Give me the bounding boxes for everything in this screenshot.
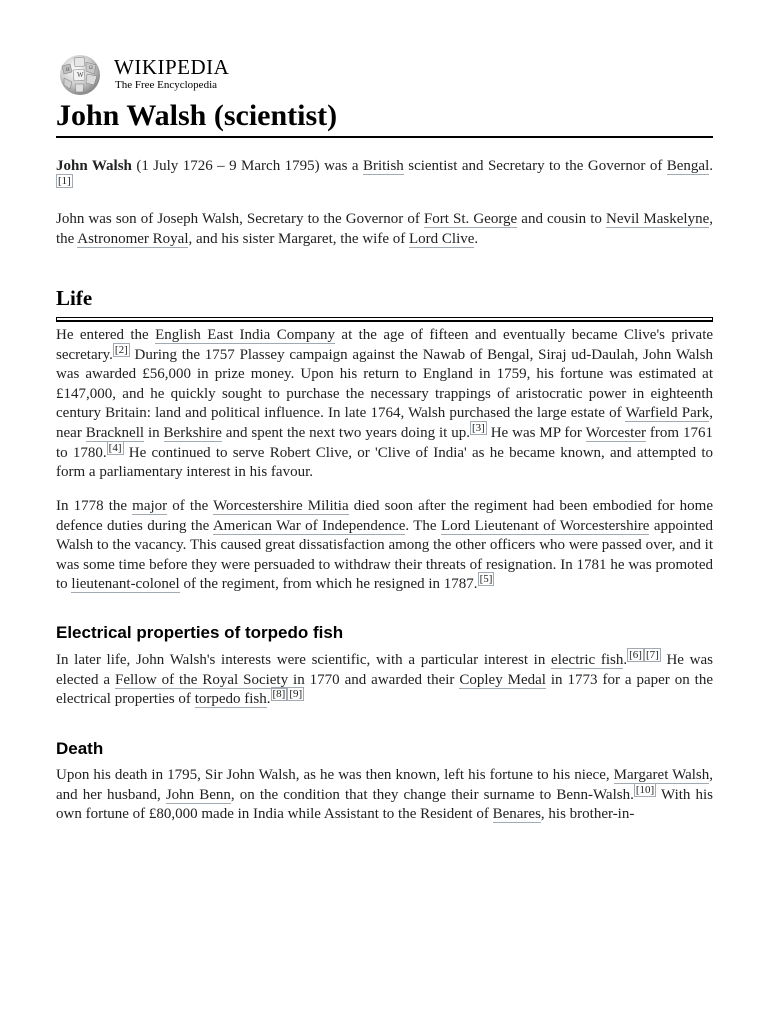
link-fellow-of-the-royal-society[interactable]: Fellow of the Royal Society	[115, 671, 289, 688]
life-paragraph-1: He entered the English East India Company at the age of fifteen and eventually became Clive's private secretary. [2] During the 1757 Plassey campaign against the Nawab of Bengal, Siraj ud-Daulah, John Walsh was awarded £56,000 in prize money. Upon his return to England in 1759, his fortune was estimated at £147,000, and he quickly sought to purchase the necessary trappings of aristocratic power in eighteenth century Britain: land and political influence. In late 1764, Walsh purchased the large estate of Warfield Park, near Bracknell in Berkshire and spent the next two years doing it up. [3] He was MP for Worcester from 1761 to 1780. [4] He continued to serve Robert Clive, or 'Clive of India' as he became known, and attempted to form a parliamentary interest in his favour.	[56, 327, 714, 481]
reference-9[interactable]: [9]	[289, 688, 303, 701]
reference-4[interactable]: [4]	[108, 441, 122, 454]
reference-7[interactable]: [7]	[645, 649, 659, 661]
link-benares[interactable]: Benares	[492, 806, 541, 823]
link-torpedo-fish[interactable]: torpedo fish	[194, 691, 267, 708]
link-worcester[interactable]: Worcester	[585, 424, 646, 441]
link-margaret-walsh[interactable]: Margaret Walsh	[613, 767, 710, 783]
reference-8[interactable]: [8]	[272, 688, 286, 701]
link-nevil-maskelyne[interactable]: Nevil Maskelyne	[606, 211, 710, 227]
death-paragraph: Upon his death in 1795, Sir John Walsh, as he was then known, left his fortune to his niece, Margaret Walsh, and her husband, John Benn, on the condition that they change their surname to Benn-Walsh. [10] With his own fortune of £80,000 made in India while Assistant to the Resident of Benares, his brother-in-	[56, 767, 714, 823]
link-fort-st-george[interactable]: Fort St. George	[423, 211, 518, 227]
link-berkshire[interactable]: Berkshire	[163, 424, 222, 441]
link-east-india-company[interactable]: English East India Company	[155, 327, 336, 343]
link-american-war-of-independence[interactable]: American War of Independence	[212, 517, 406, 534]
reference-5[interactable]: [5]	[479, 573, 493, 586]
link-electric-fish[interactable]: electric fish	[551, 652, 624, 668]
section-heading-life: Life	[56, 285, 713, 318]
reference-6[interactable]: [6]	[629, 649, 642, 661]
link-astronomer-royal[interactable]: Astronomer Royal	[77, 230, 189, 247]
intro-paragraph-1: John Walsh (1 July 1726 – 9 March 1795) was a British scientist and Secretary to the Governor of Bengal.[1]	[56, 158, 714, 187]
svg-text:И: И	[66, 68, 70, 73]
svg-text:W: W	[77, 71, 84, 79]
section-heading-death: Death	[56, 739, 104, 758]
reference-2[interactable]: [2]	[114, 343, 128, 356]
link-lord-clive[interactable]: Lord Clive	[408, 230, 475, 247]
intro-paragraph-2: John was son of Joseph Walsh, Secretary to the Governor of Fort St. George and cousin to Nevil Maskelyne, the Astronomer Royal, and his sister Margaret, the wife of Lord Clive.	[56, 211, 713, 247]
link-bengal[interactable]: Bengal	[666, 158, 710, 174]
link-john-benn[interactable]: John Benn	[165, 786, 231, 803]
reference-3[interactable]: [3]	[471, 421, 485, 434]
section-heading-torpedo-fish: Electrical properties of torpedo fish	[56, 623, 344, 642]
link-copley-medal[interactable]: Copley Medal	[459, 671, 546, 688]
life-paragraph-2: In 1778 the major of the Worcestershire Militia died soon after the regiment had been embodied for home defence duties during the American War of Independence. The Lord Lieutenant of Worcestershire appointed Walsh to the vacancy. This caused great dissatisfaction among the other officers who were passed over, and it was some time before they were persuaded to withdraw their threats of resignation. In 1781 he was promoted to lieutenant-colonel of the regiment, from which he resigned in 1787. [5]	[56, 498, 713, 593]
page-title: John Walsh (scientist)	[56, 96, 713, 138]
torpedo-paragraph: In later life, John Walsh's interests were scientific, with a particular interest in electric fish. [6] [7] He was elected a Fellow of the Royal Society in 1770 and awarded their Copley Medal in 1773 for a paper on the electrical properties of torpedo fish. [8] [9]	[56, 649, 713, 708]
reference-1[interactable]: [1]	[58, 174, 71, 187]
wikipedia-globe-icon	[56, 54, 104, 96]
wikipedia-tagline: The Free Encyclopedia	[115, 79, 218, 91]
link-major[interactable]: major	[132, 498, 168, 514]
svg-text:Ω: Ω	[89, 66, 93, 71]
subject-name: John Walsh	[56, 158, 132, 174]
wikipedia-wordmark: WIKIPEDIA	[114, 55, 230, 79]
link-bracknell[interactable]: Bracknell	[85, 424, 145, 441]
link-british[interactable]: British	[362, 158, 404, 174]
reference-10[interactable]: [10]	[635, 783, 655, 796]
link-warfield-park[interactable]: Warfield Park	[625, 405, 710, 422]
link-worcestershire-militia[interactable]: Worcestershire Militia	[213, 498, 349, 514]
link-lord-lieutenant-of-worcestershire[interactable]: Lord Lieutenant of Worcestershire	[441, 517, 650, 534]
link-lieutenant-colonel[interactable]: lieutenant-colonel	[71, 576, 180, 593]
